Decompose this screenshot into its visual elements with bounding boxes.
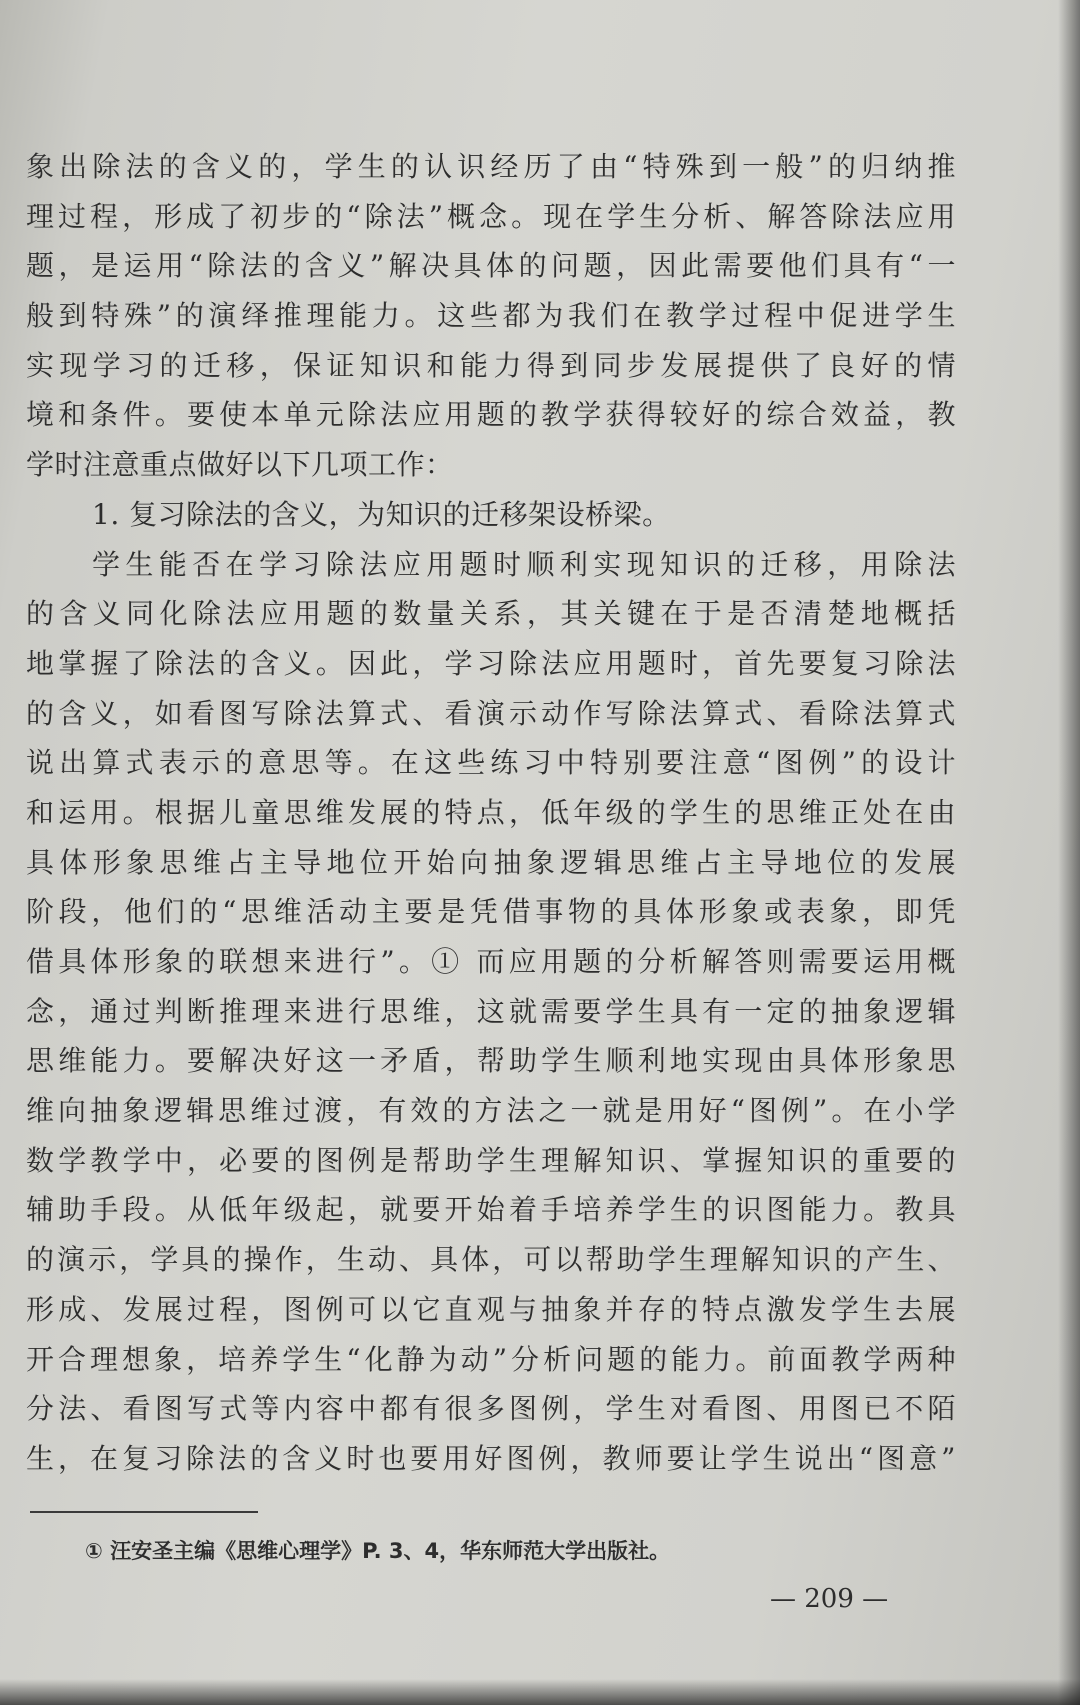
text-line: 题，是运用“除法的含义”解决具体的问题，因此需要他们具有“一 (26, 249, 956, 283)
page-number: — 209 — (770, 1584, 889, 1614)
text-line: 的含义，如看图写除法算式、看演示动作写除法算式、看除法算式 (26, 696, 956, 730)
text-line: 实现学习的迁移，保证知识和能力得到同步发展提供了良好的情 (26, 348, 956, 382)
numbered-item-heading: 1. 复习除法的含义，为知识的迁移架设桥梁。 (92, 497, 671, 531)
text-line: 阶段，他们的“思维活动主要是凭借事物的具体形象或表象，即凭 (26, 895, 956, 929)
text-line: 的演示，学具的操作，生动、具体，可以帮助学生理解知识的产生、 (26, 1243, 956, 1277)
text-line: 象出除法的含义的，学生的认识经历了由“特殊到一般”的归纳推 (26, 150, 956, 183)
text-line: 形成、发展过程，图例可以它直观与抽象并存的特点激发学生去展 (26, 1292, 956, 1326)
footnote-divider (30, 1511, 258, 1513)
text-line: 和运用。根据儿童思维发展的特点，低年级的学生的思维正处在由 (26, 795, 956, 829)
page-edge-shadow-right (1058, 0, 1080, 1705)
text-line: 念，通过判断推理来进行思维，这就需要学生具有一定的抽象逻辑 (26, 994, 956, 1028)
text-line: 分法、看图写式等内容中都有很多图例，学生对看图、用图已不陌 (26, 1392, 956, 1426)
text-line: 借具体形象的联想来进行”。① 而应用题的分析解答则需要运用概 (26, 945, 956, 978)
footnote: ① 汪安圣主编《思维心理学》P. 3、4，华东师范大学出版社。 (85, 1539, 671, 1563)
text-line: 般到特殊”的演绎推理能力。这些都为我们在教学过程中促进学生 (26, 299, 956, 333)
text-line: 学生能否在学习除法应用题时顺利实现知识的迁移，用除法 (92, 547, 956, 581)
text-line: 理过程，形成了初步的“除法”概念。现在学生分析、解答除法应用 (26, 199, 956, 233)
body-text (26, 142, 956, 1484)
text-line: 数学教学中，必要的图例是帮助学生理解知识、掌握知识的重要的 (26, 1143, 956, 1177)
text-line: 维向抽象逻辑思维过渡，有效的方法之一就是用好“图例”。在小学 (26, 1094, 956, 1128)
text-line: 的含义同化除法应用题的数量关系，其关键在于是否清楚地概括 (26, 597, 956, 631)
page-edge-shadow-bottom (0, 1679, 1080, 1705)
text-line: 境和条件。要使本单元除法应用题的教学获得较好的综合效益，教 (26, 398, 956, 432)
text-line: 学时注意重点做好以下几项工作： (26, 448, 454, 482)
text-line: 辅助手段。从低年级起，就要开始着手培养学生的识图能力。教具 (26, 1193, 956, 1227)
text-line: 开合理想象，培养学生“化静为动”分析问题的能力。前面教学两种 (26, 1342, 956, 1376)
text-line: 生，在复习除法的含义时也要用好图例，教师要让学生说出“图意” (26, 1441, 956, 1475)
text-line: 思维能力。要解决好这一矛盾，帮助学生顺利地实现由具体形象思 (26, 1044, 956, 1078)
text-line: 说出算式表示的意思等。在这些练习中特别要注意“图例”的设计 (26, 746, 956, 780)
text-line: 地掌握了除法的含义。因此，学习除法应用题时，首先要复习除法 (26, 646, 956, 680)
text-line: 具体形象思维占主导地位开始向抽象逻辑思维占主导地位的发展 (26, 845, 956, 879)
